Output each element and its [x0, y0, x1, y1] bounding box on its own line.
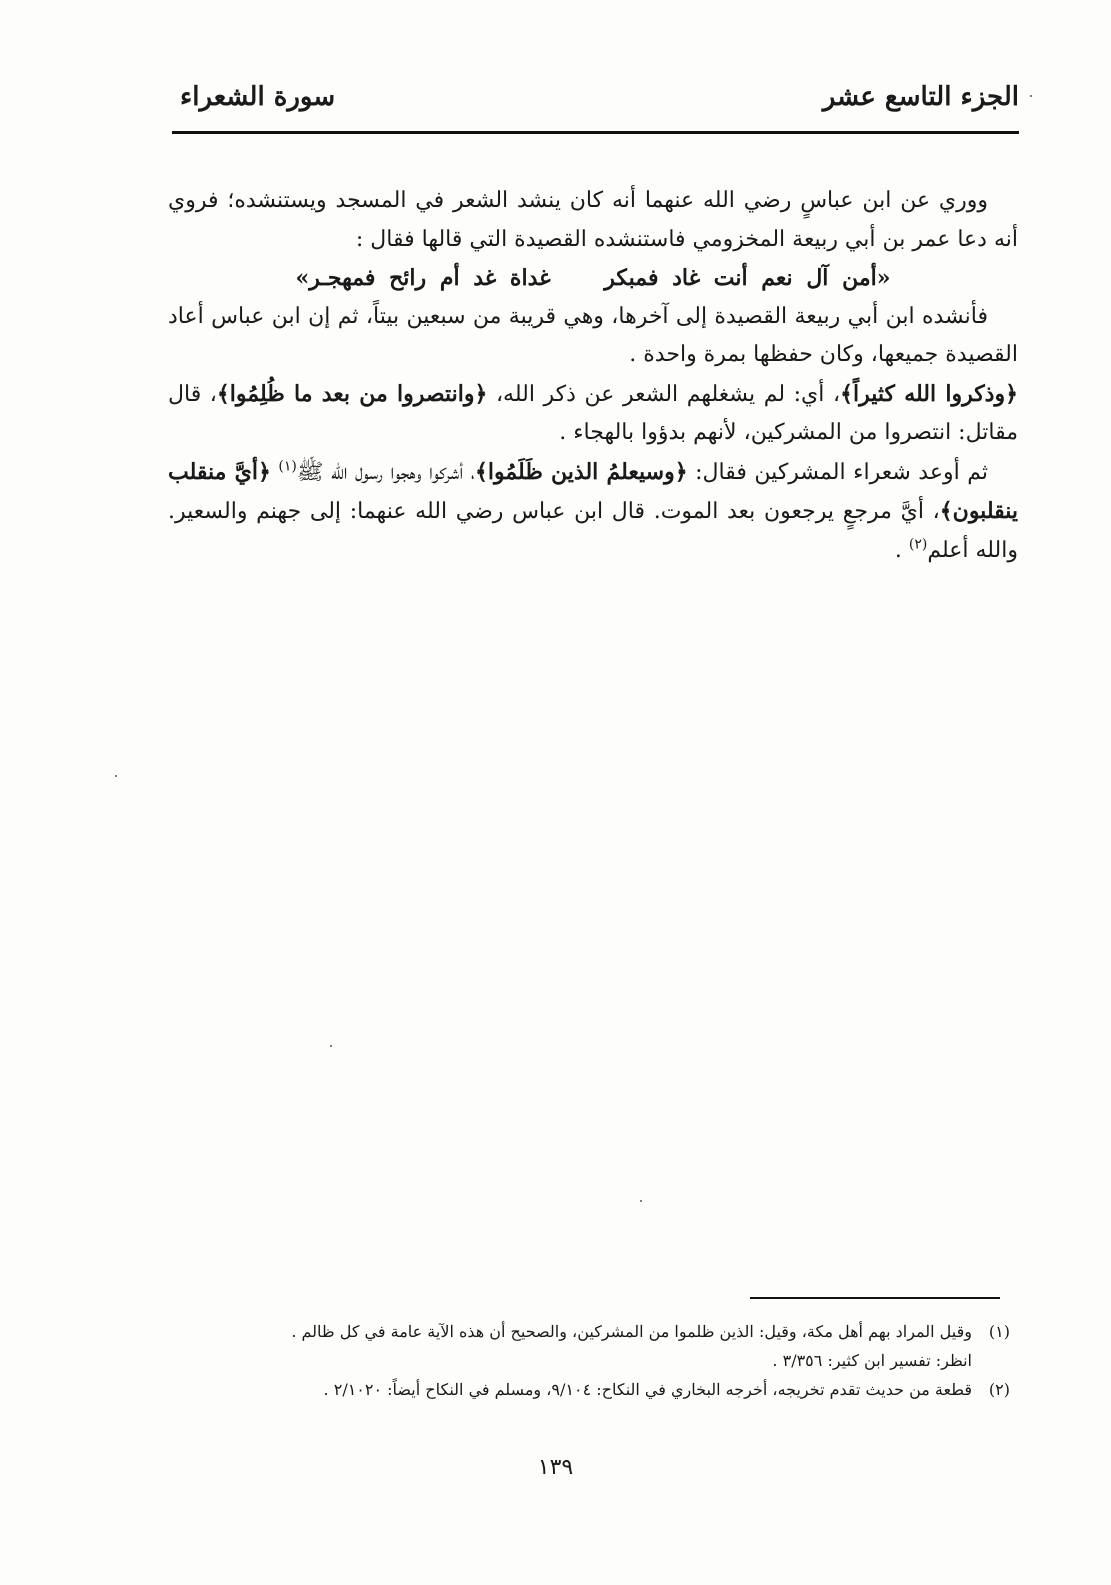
surah-title: سورة الشعراء — [180, 82, 336, 112]
quran-quote: ﴿أيَّ منقلب ينقلبون﴾ — [168, 458, 1018, 524]
poetry-verse — [168, 259, 1018, 298]
paragraph-1: ووري عن ابن عباسٍ رضي الله عنهما أنه كان ينشد الشعر في المسجد ويستنشده؛ فروي أنه دعا عمر بن أبي ربيعة المخزومي فاستنشده القصيدة التي قالها فقال : — [168, 188, 1018, 252]
footnote-line: انظر: تفسير ابن كثير: ٣/٣٥٦ . — [772, 1351, 972, 1370]
page-number: ١٣٩ — [537, 1455, 574, 1480]
quran-quote: ﴿وسيعلمُ الذين ظَلَمُوا﴾ — [474, 458, 688, 485]
paragraph-4 — [168, 453, 1018, 571]
footnote-divider — [750, 1297, 1000, 1299]
scan-speck — [640, 1200, 642, 1202]
footnote-ref-1[interactable]: (١) — [278, 458, 297, 475]
footnote-number: (٢) — [988, 1380, 1010, 1399]
footnote-line: قطعة من حديث تقدم تخريجه، أخرجه البخاري في النكاح: ٩/١٠٤، ومسلم في النكاح أيضاً: ٢/١٠٢٠ . — [323, 1380, 972, 1399]
commentary-text: ثم أوعد شعراء المشركين فقال: — [687, 459, 989, 485]
paragraph-3 — [168, 375, 1018, 453]
footnote-line: وقيل المراد بهم أهل مكة، وقيل: الذين ظلموا من المشركين، والصحيح أن هذه الآية عامة في كل ظالم . — [291, 1322, 972, 1341]
footnote-ref-2[interactable]: (٢) — [908, 536, 928, 553]
commentary-text: ، أي: لم يشغلهم الشعر عن ذكر الله، — [487, 381, 841, 407]
commentary-text: ، قال مقاتل: انتصروا من المشركين، لأنهم بدؤوا بالهجاء . — [168, 381, 1018, 445]
scan-speck — [330, 1045, 332, 1047]
commentary-text: ، أشركوا وهجوا رسول الله ﷺ — [296, 459, 475, 485]
footnotes — [230, 1317, 1010, 1404]
verse-second-hemistich: غداة غد أم رائح فمهجـر» — [295, 265, 551, 291]
juz-title: الجزء التاسع عشر — [822, 82, 1019, 112]
verse-first-hemistich: «أمن آل نعم أنت غاد فمبكر — [604, 265, 891, 291]
footnote-text — [230, 1317, 972, 1375]
main-text — [168, 182, 1018, 570]
quran-quote: ﴿وذكروا الله كثيراً﴾ — [840, 380, 1018, 407]
running-header — [172, 82, 1019, 122]
scan-speck — [1030, 95, 1032, 97]
paragraph-2: فأنشده ابن أبي ربيعة القصيدة إلى آخرها، وهي قريبة من سبعين بيتاً، ثم إن ابن عباس أعاد القصيدة جميعها، وكان حفظها بمرة واحدة . — [168, 303, 1018, 367]
scan-speck — [115, 775, 117, 777]
quran-quote: ﴿وانتصروا من بعد ما ظُلِمُوا﴾ — [216, 380, 488, 407]
commentary-text: . — [894, 537, 909, 563]
footnote-text — [230, 1375, 972, 1404]
footnote-number: (١) — [988, 1322, 1010, 1341]
header-divider — [172, 131, 1019, 134]
commentary-text: ، أيَّ مرجعٍ يرجعون بعد الموت. قال ابن عباس رضي الله عنهما: إلى جهنم والسعير. والله أعلم — [168, 499, 1018, 563]
footnote-1 — [230, 1317, 1010, 1375]
footnote-2 — [230, 1375, 1010, 1404]
